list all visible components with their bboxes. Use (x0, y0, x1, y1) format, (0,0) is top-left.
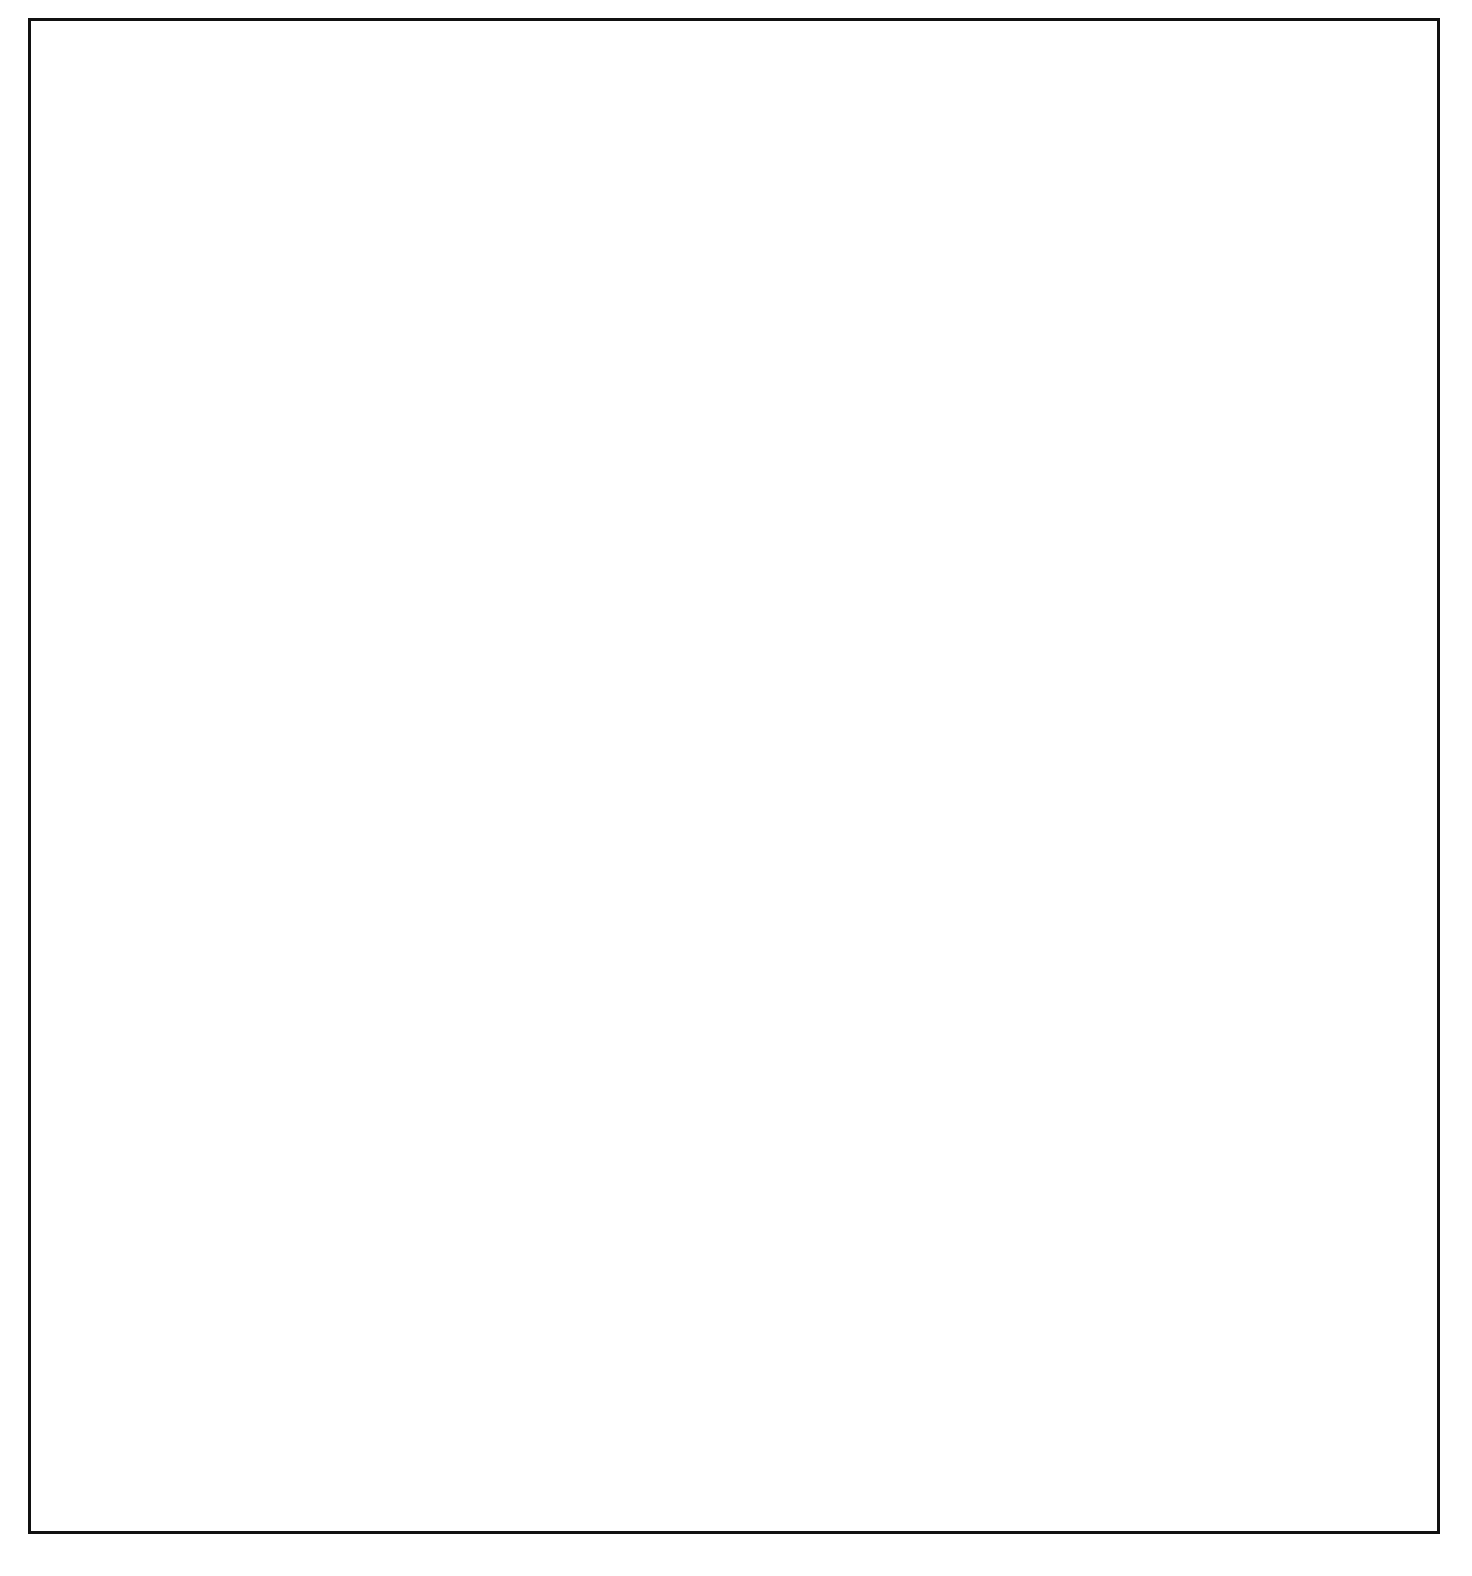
spec-table (28, 18, 1440, 1534)
